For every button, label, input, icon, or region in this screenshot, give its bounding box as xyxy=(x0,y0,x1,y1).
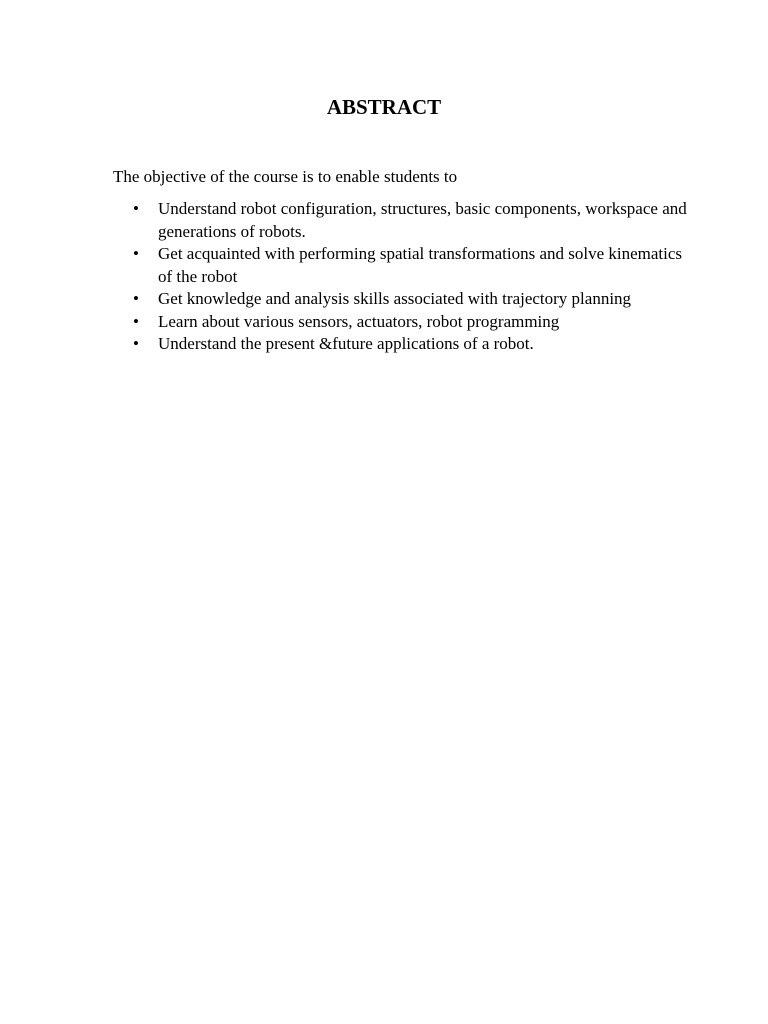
objective-item xyxy=(113,288,693,311)
objectives-list xyxy=(113,198,693,356)
objective-text: Learn about various sensors, actuators, robot programming xyxy=(158,311,560,331)
abstract-heading: ABSTRACT xyxy=(326,95,442,119)
intro-sentence: The objective of the course is to enable students to xyxy=(113,167,458,186)
objective-item xyxy=(113,333,693,356)
objective-item xyxy=(113,243,693,288)
bullet-icon: • xyxy=(133,199,139,218)
objective-item xyxy=(113,198,693,243)
objective-text: Understand robot configuration, structures, basic components, workspace and generations of robots. xyxy=(158,199,687,241)
objective-text: Get knowledge and analysis skills associated with trajectory planning xyxy=(158,289,632,308)
objective-text: Get acquainted with performing spatial transformations and solve kinematics of the robot xyxy=(158,244,683,286)
bullet-icon: • xyxy=(133,311,139,331)
bullet-icon: • xyxy=(133,289,139,308)
bullet-icon: • xyxy=(133,334,139,353)
objective-item xyxy=(113,311,693,334)
objective-text: Understand the present &future applications of a robot. xyxy=(158,334,534,353)
bullet-icon: • xyxy=(133,244,139,263)
